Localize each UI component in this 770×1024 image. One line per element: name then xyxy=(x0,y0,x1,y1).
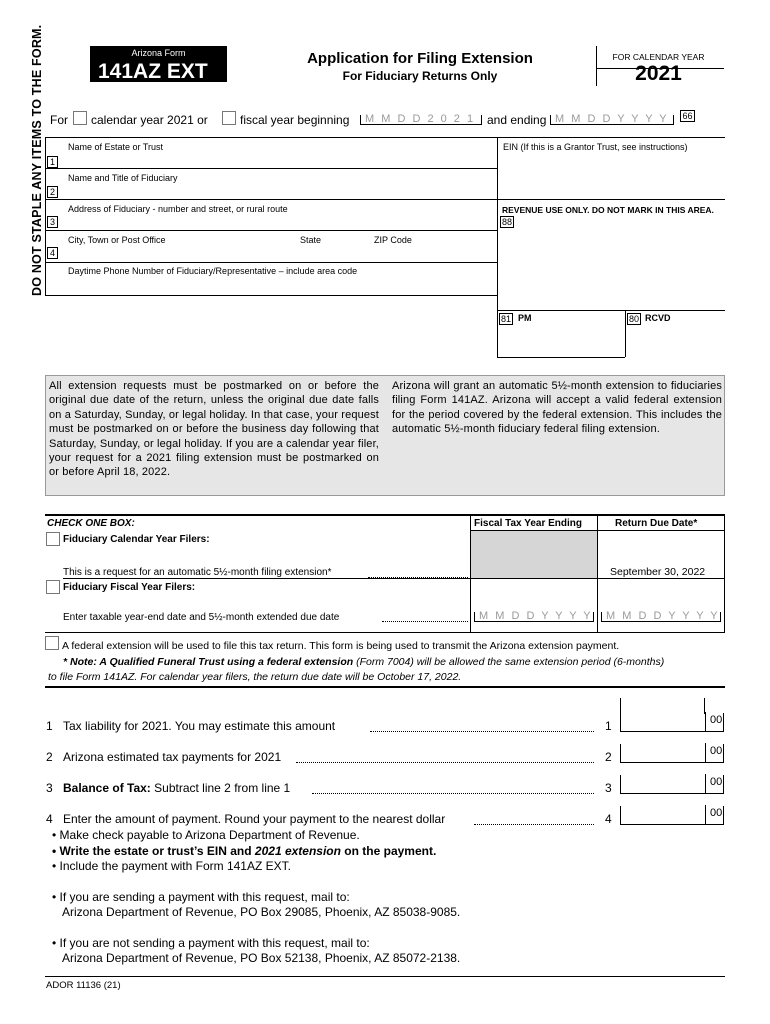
bullet-mail-with-payment: • If you are sending a payment with this request, mail to: xyxy=(52,890,350,904)
fiscal-filers-checkbox[interactable] xyxy=(46,580,60,594)
fiscal-begin-date-field[interactable]: M M D D 2 0 2 1 xyxy=(360,115,482,125)
calendar-due-date: September 30, 2022 xyxy=(610,566,706,578)
write-ein-text: Write the estate or trust’s EIN and xyxy=(59,844,255,858)
line-2-cents: 00 xyxy=(705,743,722,762)
col-divider xyxy=(724,514,725,632)
line-3-cents: 00 xyxy=(705,774,722,793)
line-1-cents: 00 xyxy=(705,712,722,731)
form-subtitle: For Fiduciary Returns Only xyxy=(342,69,498,83)
fiscal-filers-label: Fiduciary Fiscal Year Filers: xyxy=(63,582,196,593)
city-label: City, Town or Post Office xyxy=(68,235,166,245)
line-4-cents: 00 xyxy=(705,805,722,824)
leader-dots xyxy=(382,621,468,622)
year-label: FOR CALENDAR YEAR xyxy=(612,52,705,62)
code-88: 88 xyxy=(501,217,512,227)
postmark-info: All extension requests must be postmarked on or before the original due date of the return, unless the original due date falls on a Saturday, Sunday, or legal holiday. In that case, your request must be postmarked on or before the business day following that Saturday, Sunday, or legal holiday. If you are a calendar year filer, your request for a 2021 filing extension must be postmarked on or before April 18, 2022. xyxy=(49,380,379,479)
line-2-num: 2 xyxy=(46,750,53,764)
rcvd-label: RCVD xyxy=(645,313,671,323)
rule xyxy=(45,514,725,516)
line-1-text: Tax liability for 2021. You may estimate this amount xyxy=(63,719,336,733)
extended-due-date-field[interactable]: M M D D Y Y Y Y xyxy=(601,612,721,622)
ein-label: EIN (If this is a Grantor Trust, see instructions) xyxy=(503,142,688,152)
line-2-amount-field[interactable] xyxy=(620,744,724,763)
line-3-bold: Balance of Tax: xyxy=(63,781,151,795)
revenue-use-header: REVENUE USE ONLY. DO NOT MARK IN THIS AREA. xyxy=(502,205,714,215)
phone-label: Daytime Phone Number of Fiduciary/Representative – include area code xyxy=(68,266,358,276)
calendar-request-text: This is a request for an automatic 5½-month filing extension* xyxy=(63,567,332,578)
line-2-box-num: 2 xyxy=(605,750,612,764)
federal-extension-text: A federal extension will be used to file this tax return. This form is being used to transmit the Arizona extension payment. xyxy=(62,640,620,652)
rule xyxy=(45,632,725,633)
bullet-check-payable: • Make check payable to Arizona Department of Revenue. xyxy=(52,828,360,842)
fiduciary-title-label: Name and Title of Fiduciary xyxy=(68,173,178,183)
fiscal-year-label: fiscal year beginning xyxy=(240,113,350,127)
pm-label: PM xyxy=(518,313,532,323)
line-3-amount-field[interactable] xyxy=(620,775,724,794)
funeral-trust-note xyxy=(63,656,664,668)
bullet-write-ein: • Write the estate or trust’s EIN and 2021 extension on the payment. xyxy=(52,844,437,858)
zip-label: ZIP Code xyxy=(374,235,412,245)
form-number: 141AZ EXT xyxy=(98,60,208,83)
staple-warning: DO NOT STAPLE ANY ITEMS TO THE FORM. xyxy=(30,24,44,296)
amount-col-top xyxy=(620,698,621,714)
line-1-amount-field[interactable] xyxy=(620,713,724,732)
line-1-box-num: 1 xyxy=(605,719,612,733)
line-3-text xyxy=(63,781,290,795)
line-3-num: 3 xyxy=(46,781,53,795)
rule xyxy=(45,262,497,263)
form-title: Application for Filing Extension xyxy=(307,50,533,67)
rule xyxy=(63,578,725,579)
mail-without-payment-text: If you are not sending a payment with this request, mail to: xyxy=(59,936,370,950)
line-number: 2 xyxy=(47,186,58,198)
automatic-extension-info: Arizona will grant an automatic 5½-month extension to fiduciaries filing Form 141AZ. Arizona will accept a valid federal extension for the period covered by the federal extension. This includes the automatic 5½-month fiduciary federal filing extension. xyxy=(392,380,722,436)
rule xyxy=(497,357,625,358)
year-divider xyxy=(596,68,724,69)
funeral-trust-note-line2: to file Form 141AZ. For calendar year filers, the return due date will be October 17, 2022. xyxy=(48,671,462,683)
fiscal-year-checkbox[interactable] xyxy=(222,111,236,125)
code-80: 80 xyxy=(628,314,639,324)
code-66: 66 xyxy=(680,110,695,122)
state-label: State xyxy=(300,235,322,245)
left-border xyxy=(45,137,46,295)
calendar-filers-checkbox[interactable] xyxy=(46,532,60,546)
code-81: 81 xyxy=(500,314,511,324)
fiscal-end-date-field[interactable]: M M D D Y Y Y Y xyxy=(550,115,674,125)
line-3-rest: Subtract line 2 from line 1 xyxy=(150,781,291,795)
line-4-amount-field[interactable] xyxy=(620,806,724,825)
tax-year: 2021 xyxy=(635,62,682,85)
federal-extension-checkbox[interactable] xyxy=(45,636,59,650)
pm-divider xyxy=(625,310,626,357)
due-col-header: Return Due Date* xyxy=(615,518,698,529)
year-box-left xyxy=(596,46,597,86)
calendar-year-checkbox[interactable] xyxy=(73,111,87,125)
bullet-include-payment: • Include the payment with Form 141AZ EXT. xyxy=(52,859,291,873)
mail-with-payment-address: Arizona Department of Revenue, PO Box 29085, Phoenix, AZ 85038-9085. xyxy=(62,905,461,919)
line-3-box-num: 3 xyxy=(605,781,612,795)
form-label: Arizona Form xyxy=(131,48,186,58)
col-divider xyxy=(597,514,598,632)
rule xyxy=(45,137,725,138)
cents-col-top xyxy=(704,698,705,714)
name-label: Name of Estate or Trust xyxy=(68,142,164,152)
leader-dots xyxy=(370,731,594,732)
fiscal-year-end-field[interactable]: M M D D Y Y Y Y xyxy=(474,612,594,622)
rule xyxy=(45,199,725,200)
note-rest: (Form 7004) will be allowed the same extension period (6-months) xyxy=(353,656,665,668)
rule xyxy=(45,168,497,169)
calendar-year-label: calendar year 2021 or xyxy=(91,113,208,127)
check-one-header: CHECK ONE BOX: xyxy=(47,518,135,529)
leader-dots xyxy=(312,793,594,794)
include-payment-text: Include the payment with Form 141AZ EXT. xyxy=(59,859,291,873)
line-2-text: Arizona estimated tax payments for 2021 xyxy=(63,750,282,764)
shaded-cell xyxy=(471,531,597,578)
ein-divider xyxy=(497,137,498,357)
fiscal-request-text: Enter taxable year-end date and 5½-month extended due date xyxy=(63,612,340,623)
rule xyxy=(45,295,497,296)
rule xyxy=(497,310,725,311)
write-ein-end: on the payment. xyxy=(340,844,437,858)
address-label: Address of Fiduciary - number and street, or rural route xyxy=(68,204,288,214)
rule xyxy=(45,686,725,688)
line-4-text: Enter the amount of payment. Round your payment to the nearest dollar xyxy=(63,812,446,826)
line-number: 4 xyxy=(47,247,58,259)
info-box xyxy=(45,375,725,496)
leader-dots xyxy=(296,762,594,763)
leader-dots xyxy=(474,824,594,825)
rule xyxy=(45,230,497,231)
line-4-num: 4 xyxy=(46,812,53,826)
calendar-filers-label: Fiduciary Calendar Year Filers: xyxy=(63,534,210,545)
bullet-mail-without-payment: • If you are not sending a payment with this request, mail to: xyxy=(52,936,370,950)
note-bold: * Note: A Qualified Funeral Trust using a federal extension xyxy=(63,656,354,668)
fiscal-col-header: Fiscal Tax Year Ending xyxy=(474,518,583,529)
line-4-box-num: 4 xyxy=(605,812,612,826)
ending-label: and ending xyxy=(487,113,547,127)
line-number: 3 xyxy=(47,216,58,228)
line-1-num: 1 xyxy=(46,719,53,733)
check-payable-text: Make check payable to Arizona Department of Revenue. xyxy=(59,828,360,842)
form-code: ADOR 11136 (21) xyxy=(46,980,121,991)
mail-without-payment-address: Arizona Department of Revenue, PO Box 52138, Phoenix, AZ 85072-2138. xyxy=(62,951,461,965)
write-ein-italic: 2021 extension xyxy=(254,844,341,858)
for-label: For xyxy=(50,113,68,127)
form-id-box xyxy=(90,46,227,82)
line-number: 1 xyxy=(47,156,58,168)
mail-with-payment-text: If you are sending a payment with this request, mail to: xyxy=(59,890,350,904)
footer-rule xyxy=(45,976,725,977)
